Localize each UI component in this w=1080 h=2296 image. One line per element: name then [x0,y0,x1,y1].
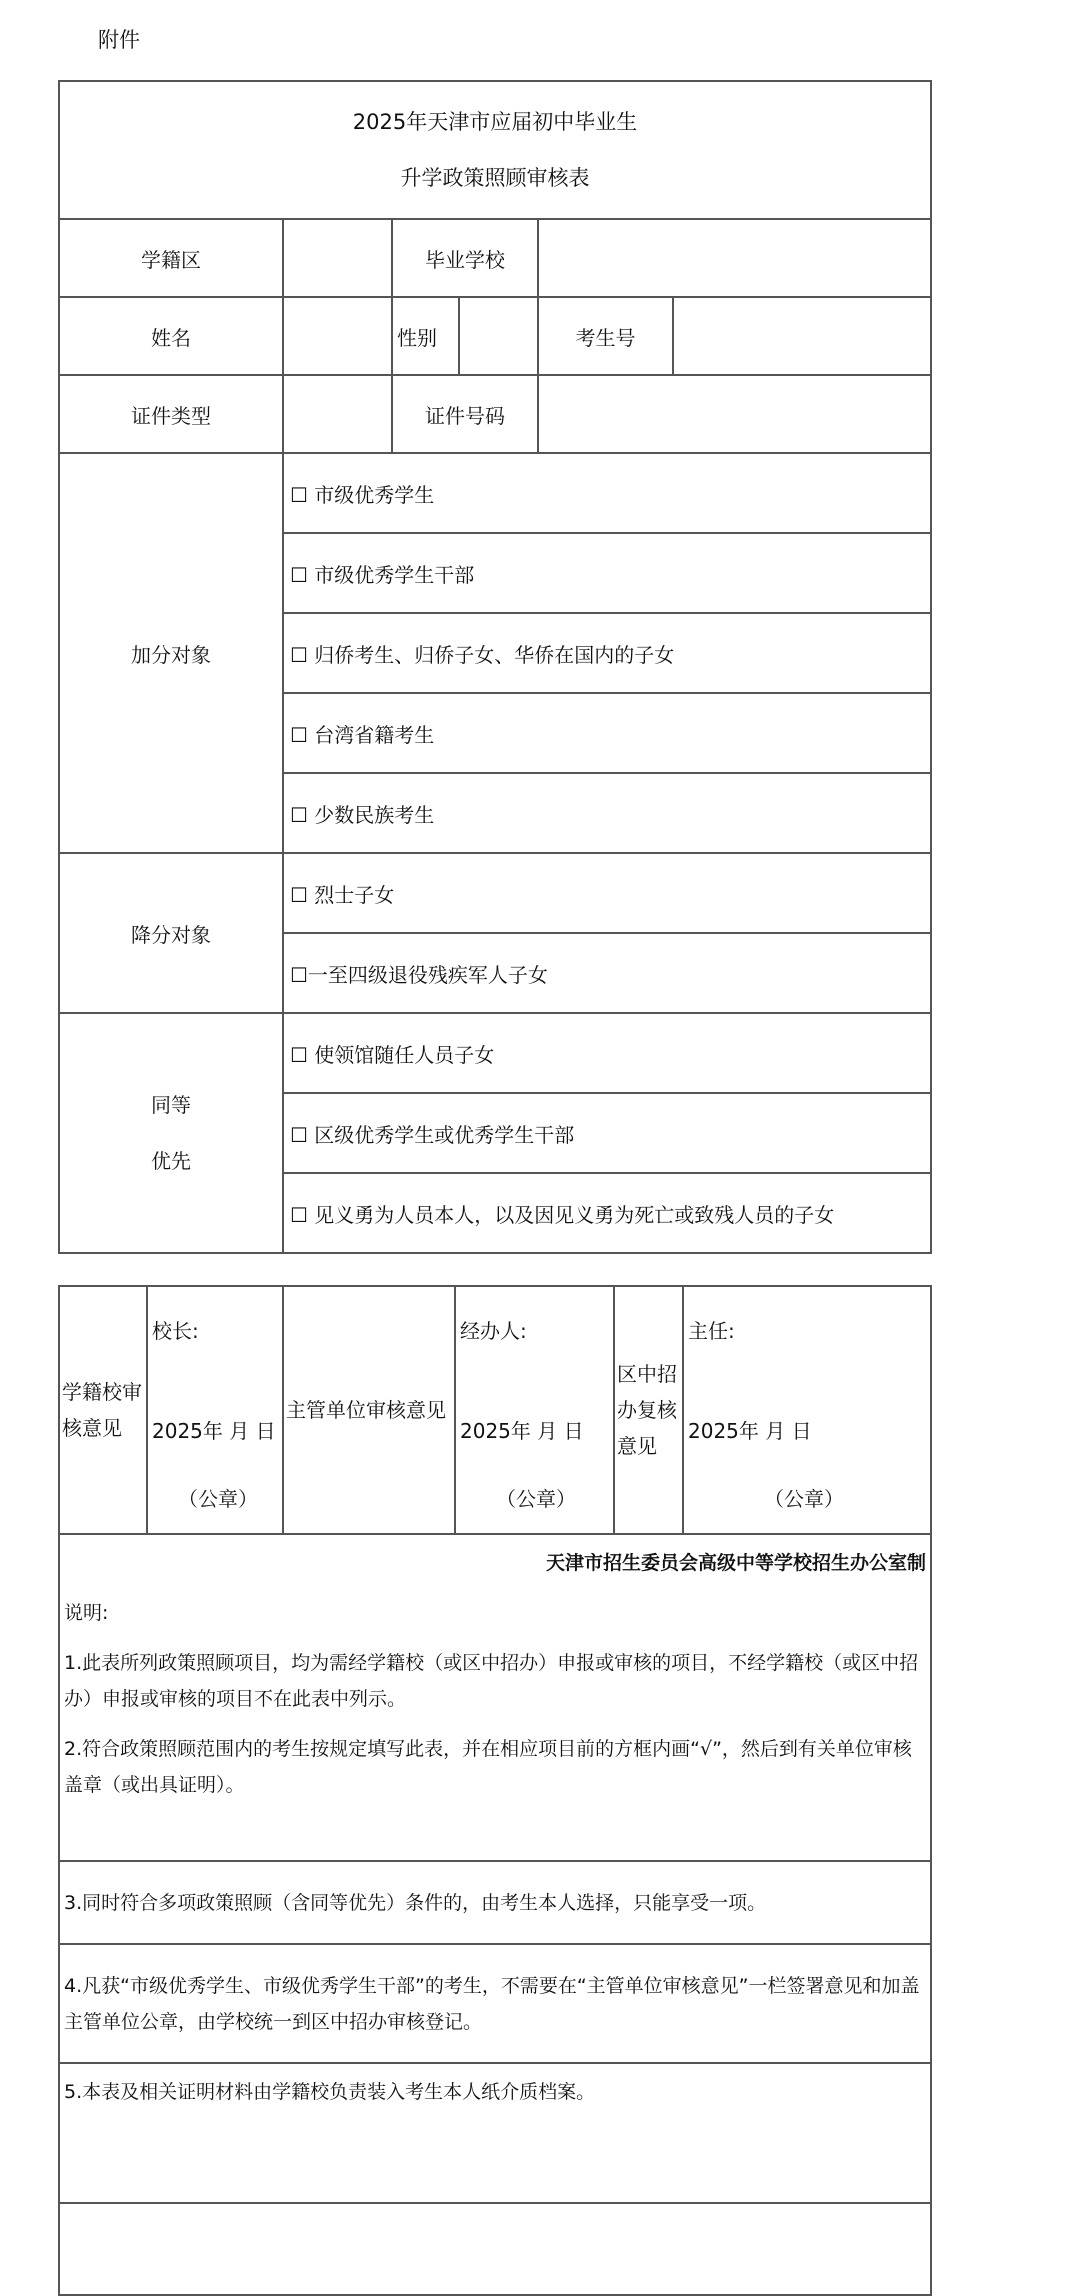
school-input[interactable] [538,219,931,297]
school-review-cell[interactable] [147,1286,283,1534]
title-line-1: 2025年天津市应届初中毕业生 [352,110,638,134]
district-review-cell[interactable] [683,1286,931,1534]
lower-option[interactable]: ☐一至四级退役残疾军人子女 [283,933,931,1013]
note-1: 1.此表所列政策照顾项目，均为需经学籍校（或区中招办）申报或审核的项目，不经学籍校（或区中招办）申报或审核的项目不在此表中列示。 [64,1652,919,1710]
bonus-option[interactable]: ☐ 市级优秀学生 [283,453,931,533]
attachment-label: 附件 [98,28,140,52]
unit-review-cell[interactable] [455,1286,614,1534]
gender-input[interactable] [459,297,538,375]
name-input[interactable] [283,297,392,375]
equal-label-1: 同等 [151,1093,191,1117]
bonus-label: 加分对象 [59,453,283,853]
equal-option[interactable]: ☐ 使领馆随任人员子女 [283,1013,931,1093]
principal-label: 校长: [152,1319,199,1343]
bonus-option[interactable]: ☐ 少数民族考生 [283,773,931,853]
unit-seal: （公章） [496,1487,576,1511]
district-seal: （公章） [764,1487,844,1511]
bonus-option[interactable]: ☐ 台湾省籍考生 [283,693,931,773]
equal-priority-label [59,1013,283,1253]
unit-review-label: 主管单位审核意见 [283,1286,455,1534]
form-title [59,81,931,219]
blank-row [59,2203,931,2295]
equal-option[interactable]: ☐ 见义勇为人员本人，以及因见义勇为死亡或致残人员的子女 [283,1173,931,1253]
note-5: 5.本表及相关证明材料由学籍校负责装入考生本人纸介质档案。 [59,2063,931,2203]
district-review-label: 区中招办复核意见 [614,1286,683,1534]
director-label: 主任: [688,1319,735,1343]
issuing-organization: 天津市招生委员会高级中等学校招生办公室制 [545,1552,926,1574]
note-3: 3.同时符合多项政策照顾（含同等优先）条件的，由考生本人选择，只能享受一项。 [59,1861,931,1944]
exam-no-input[interactable] [673,297,931,375]
district-date: 2025年 月 日 [688,1419,812,1443]
label-gender: 性别 [392,297,459,375]
id-type-input[interactable] [283,375,392,453]
lower-option[interactable]: ☐ 烈士子女 [283,853,931,933]
note-4: 4.凡获“市级优秀学生、市级优秀学生干部”的考生，不需要在“主管单位审核意见”一栏签署意见和加盖主管单位公章，由学校统一到区中招办审核登记。 [59,1944,931,2063]
bonus-option[interactable]: ☐ 归侨考生、归侨子女、华侨在国内的子女 [283,613,931,693]
equal-label-2: 优先 [151,1149,191,1173]
label-district: 学籍区 [59,219,283,297]
label-name: 姓名 [59,297,283,375]
label-id-no: 证件号码 [392,375,538,453]
bonus-option[interactable]: ☐ 市级优秀学生干部 [283,533,931,613]
notes-title: 说明: [64,1602,109,1624]
handler-label: 经办人: [460,1319,527,1343]
unit-date: 2025年 月 日 [460,1419,584,1443]
approval-table [58,1285,932,2296]
lower-label: 降分对象 [59,853,283,1013]
id-no-input[interactable] [538,375,931,453]
school-seal: （公章） [178,1487,258,1511]
school-review-label: 学籍校审核意见 [59,1286,147,1534]
label-school: 毕业学校 [392,219,538,297]
note-2: 2.符合政策照顾范围内的考生按规定填写此表，并在相应项目前的方框内画“√”，然后到有关单位审核盖章（或出具证明）。 [64,1738,912,1796]
district-input[interactable] [283,219,392,297]
notes-cell [59,1534,931,1861]
school-date: 2025年 月 日 [152,1419,276,1443]
equal-option[interactable]: ☐ 区级优秀学生或优秀学生干部 [283,1093,931,1173]
label-id-type: 证件类型 [59,375,283,453]
title-line-2: 升学政策照顾审核表 [400,166,590,190]
label-exam-no: 考生号 [538,297,673,375]
review-form-table [58,80,932,1254]
